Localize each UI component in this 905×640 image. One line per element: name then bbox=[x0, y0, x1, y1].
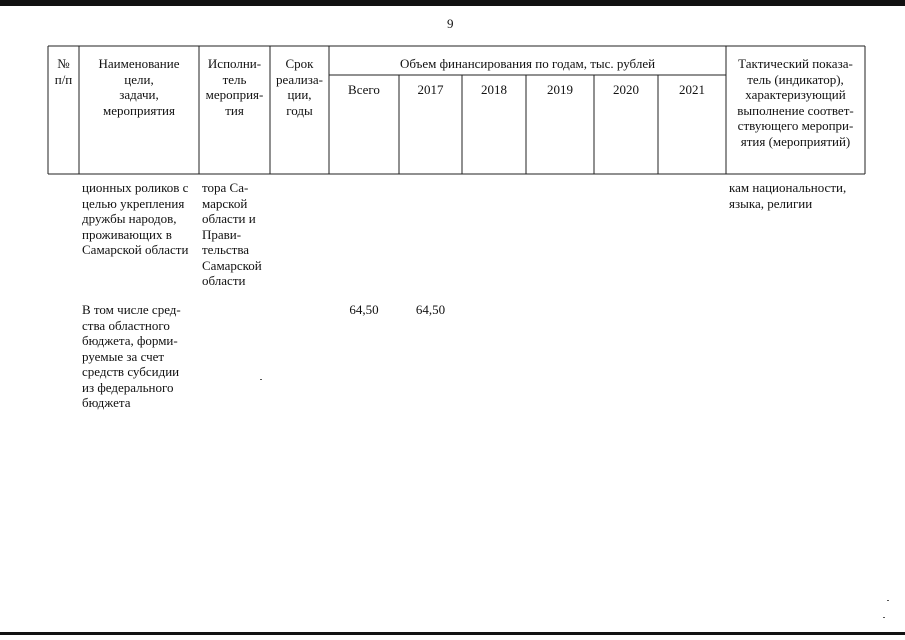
bottom-border-line bbox=[0, 632, 905, 635]
header-indicator-line: тель (индикатор), bbox=[747, 71, 844, 87]
row-2-total: 64,50 bbox=[349, 302, 379, 317]
header-executor-line: тель bbox=[222, 71, 247, 87]
page-number: 9 bbox=[447, 16, 454, 31]
row-1-name-line: ционных роликов с bbox=[82, 180, 189, 195]
row-1-executor-line: Самарской bbox=[202, 257, 262, 273]
row-1-indicator-line: языка, религии bbox=[729, 195, 813, 211]
row-2-name-line: В том числе сред- bbox=[82, 302, 181, 317]
header-name-line: задачи, bbox=[119, 87, 159, 102]
header-name-line: цели, bbox=[124, 71, 154, 87]
header-number bbox=[48, 56, 79, 87]
row-1-name bbox=[82, 180, 200, 258]
row-1-executor-line: тора Са- bbox=[202, 180, 249, 195]
row-2-name-line: из федерального bbox=[82, 379, 174, 395]
row-1-executor bbox=[202, 180, 270, 289]
header-funding-title: Объем финансирования по годам, тыс. рублей bbox=[399, 56, 656, 71]
row-1-executor-line: области и bbox=[202, 211, 256, 226]
header-number-line: п/п bbox=[54, 71, 73, 87]
row-2-name bbox=[82, 302, 200, 411]
row-1-executor-line: области bbox=[202, 273, 246, 288]
row-2-name-line: руемые за счет bbox=[82, 348, 165, 364]
header-indicator-line: ствующего меропри- bbox=[737, 118, 854, 133]
row-1-name-line: Самарской области bbox=[82, 242, 189, 257]
header-term bbox=[270, 56, 329, 118]
header-term-line: реализа- bbox=[276, 71, 323, 87]
header-indicator-line: Тактический показа- bbox=[738, 56, 853, 71]
row-1-executor-line: марской bbox=[202, 195, 248, 211]
row-1-name-line: проживающих в bbox=[82, 226, 172, 242]
row-1-indicator bbox=[729, 180, 865, 211]
header-term-line: годы bbox=[286, 102, 313, 118]
row-2-name-line: бюджета bbox=[82, 395, 131, 410]
row-1-executor-line: тельства bbox=[202, 242, 250, 257]
row-2-2017: 64,50 bbox=[415, 302, 446, 317]
header-executor bbox=[199, 56, 270, 118]
header-year-total: Всего bbox=[348, 82, 380, 97]
scan-speck bbox=[260, 379, 262, 380]
header-executor-line: Исполни- bbox=[207, 56, 262, 71]
header-year-2020: 2020 bbox=[613, 82, 639, 97]
row-1-name-line: дружбы народов, bbox=[82, 211, 177, 226]
header-name bbox=[79, 56, 199, 118]
header-indicator-line: выполнение соответ- bbox=[737, 102, 854, 118]
header-name-line: Наименование bbox=[98, 56, 180, 71]
scan-speck bbox=[887, 600, 889, 601]
header-name-line: мероприятия bbox=[102, 102, 175, 118]
row-2-name-line: бюджета, форми- bbox=[82, 333, 178, 348]
header-term-line: ции, bbox=[287, 87, 312, 102]
header-executor-line: тия bbox=[225, 102, 244, 118]
header-year-2021: 2021 bbox=[679, 82, 705, 97]
header-year-2018: 2018 bbox=[481, 82, 507, 97]
header-executor-line: мероприя- bbox=[205, 87, 264, 102]
row-2-name-line: ства областного bbox=[82, 317, 170, 333]
header-indicator-line: ятия (мероприятий) bbox=[740, 133, 851, 149]
header-year-2017: 2017 bbox=[417, 82, 444, 97]
header-year-2019: 2019 bbox=[547, 82, 573, 97]
row-1-executor-line: Прави- bbox=[202, 226, 242, 242]
header-term-line: Срок bbox=[285, 56, 314, 71]
row-1-indicator-line: кам национальности, bbox=[729, 180, 847, 195]
row-1-name-line: целью укрепления bbox=[82, 195, 185, 211]
header-indicator bbox=[726, 56, 865, 149]
header-indicator-line: характеризующий bbox=[745, 87, 846, 102]
header-number-line: № bbox=[57, 56, 70, 71]
row-2-name-line: средств субсидии bbox=[82, 364, 180, 379]
scan-speck bbox=[883, 617, 885, 618]
